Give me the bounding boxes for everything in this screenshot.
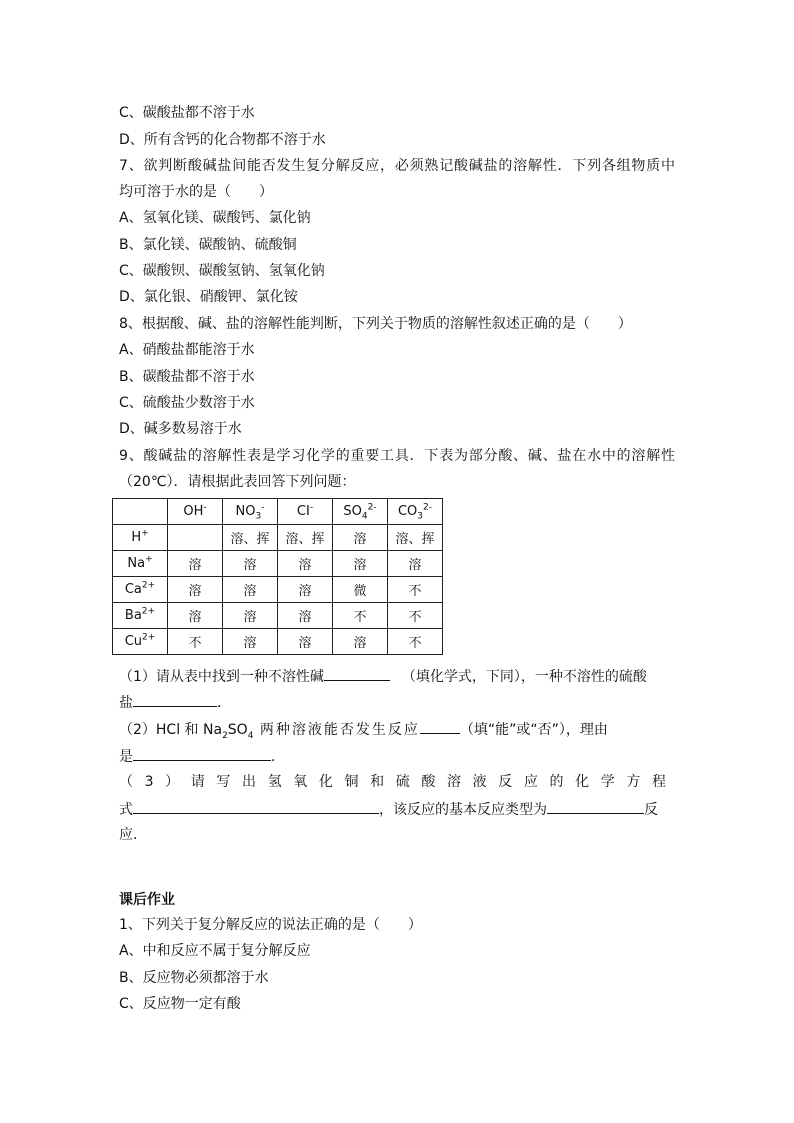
header-so4: $SO_4^{2-}$ [333, 499, 388, 525]
sub-question-2-text: （2）HCl 和 Na [119, 722, 223, 738]
table-cell: 溶 [333, 525, 388, 551]
table-cell: 溶 [223, 629, 278, 655]
sub-question-1-text: （1）请从表中找到一种不溶性碱 [119, 669, 324, 685]
table-cell: 溶 [223, 603, 278, 629]
homework-question-1: 1、下列关于复分解反应的说法正确的是（ ） [119, 917, 422, 933]
answer-blank-equation[interactable] [133, 799, 379, 814]
question-7-stem: 7、欲判断酸碱盐间能否发生复分解反应，必须熟记酸碱盐的溶解性．下列各组物质中 [119, 158, 675, 174]
sub-question-2-reason-label: 是 [119, 749, 133, 765]
sub-question-1-cont [119, 692, 231, 713]
table-cell: 溶 [168, 577, 223, 603]
table-row [113, 603, 443, 629]
sub-question-2 [119, 719, 608, 740]
subscript-2: 2 [222, 730, 228, 741]
subscript-4: 4 [247, 730, 254, 741]
table-cell: 溶 [388, 551, 443, 577]
homework-option-a: A、中和反应不属于复分解反应 [119, 943, 311, 959]
sub-question-2-period: ． [271, 749, 285, 765]
q7-option-b: B、氯化镁、碳酸钠、硫酸铜 [119, 237, 297, 253]
q7-option-c: C、碳酸钡、碳酸氢钠、氢氧化钠 [119, 263, 325, 279]
q8-option-a: A、硝酸盐都能溶于水 [119, 342, 255, 358]
sub-question-2-instruction: （填“能”或“否”），理由 [459, 722, 608, 738]
question-9-stem-cont: （20℃）．请根据此表回答下列问题： [119, 474, 356, 490]
q8-option-b: B、碳酸盐都不溶于水 [119, 369, 255, 385]
table-cell: 溶 [168, 551, 223, 577]
question-8-stem: 8、根据酸、碱、盐的溶解性能判断，下列关于物质的溶解性叙述正确的是（ ） [119, 316, 632, 332]
sub-question-1-salt-label: 盐 [119, 695, 133, 711]
table-cell: 溶、挥 [278, 525, 333, 551]
table-cell: 不 [388, 629, 443, 655]
table-row [113, 551, 443, 577]
row-header-cu: $Cu^{2+}$ [113, 629, 168, 655]
sub-question-3-type-label: ，该反应的基本反应类型为 [379, 802, 547, 818]
header-no3: $NO_3^-$ [223, 499, 278, 525]
table-cell: 不 [388, 603, 443, 629]
table-cell: 微 [333, 577, 388, 603]
q8-option-d: D、碱多数易溶于水 [119, 421, 242, 437]
sub-question-1-text-cont: （填化学式，下同），一种不溶性的硫酸 [401, 669, 647, 685]
sub-question-3-fan: 反 [644, 802, 658, 818]
homework-option-c: C、反应物一定有酸 [119, 996, 241, 1012]
sub-question-3-formula-label: 式 [119, 802, 133, 818]
homework-heading: 课后作业 [119, 892, 175, 908]
table-cell: 溶 [333, 629, 388, 655]
table-cell: 溶 [278, 551, 333, 577]
header-co3: $CO_3^{2-}$ [388, 499, 443, 525]
sub-question-1 [119, 666, 647, 687]
answer-blank-reaction-type[interactable] [547, 799, 644, 814]
question-9-stem: 9、酸碱盐的溶解性表是学习化学的重要工具．下表为部分酸、碱、盐在水中的溶解性 [119, 448, 675, 464]
header-oh: OH- [168, 499, 223, 525]
table-cell: 溶 [278, 577, 333, 603]
sulfate-so: SO [227, 722, 248, 738]
table-cell: 溶、挥 [388, 525, 443, 551]
table-cell: 不 [333, 603, 388, 629]
table-row [113, 525, 443, 551]
row-header-na: Na+ [113, 551, 168, 577]
question-7-stem-cont: 均可溶于水的是（ ） [119, 184, 273, 200]
table-cell: 溶 [223, 551, 278, 577]
answer-blank-reason[interactable] [133, 746, 271, 761]
table-cell: 溶 [223, 577, 278, 603]
q8-option-c: C、硫酸盐少数溶于水 [119, 395, 255, 411]
row-header-ba: $Ba^{2+}$ [113, 603, 168, 629]
table-cell: 不 [388, 577, 443, 603]
table-row [113, 629, 443, 655]
sub-question-2-text-cont: 两种溶液能否发生反应 [253, 722, 420, 738]
table-cell: 溶 [278, 603, 333, 629]
sub-question-1-period: ． [217, 695, 231, 711]
option-d-calcium: D、所有含钙的化合物都不溶于水 [119, 132, 326, 148]
sub-question-3-end: 应． [119, 827, 147, 843]
answer-blank-can-react[interactable] [420, 719, 460, 734]
table-cell: 不 [168, 629, 223, 655]
row-header-h: H+ [113, 525, 168, 551]
header-cl: CI- [278, 499, 333, 525]
table-cell [168, 525, 223, 551]
table-cell: 溶 [278, 629, 333, 655]
sub-question-3: （3）请写出氢氧化铜和硫酸溶液反应的化学方程 [119, 774, 675, 790]
sub-question-3-cont [119, 799, 658, 820]
table-header-row [113, 499, 443, 525]
sub-question-2-cont [119, 746, 285, 767]
answer-blank-insoluble-sulfate[interactable] [133, 692, 217, 707]
row-header-ca: $Ca^{2+}$ [113, 577, 168, 603]
table-cell: 溶、挥 [223, 525, 278, 551]
q7-option-d: D、氯化银、硝酸钾、氯化铵 [119, 289, 298, 305]
option-c-carbonate: C、碳酸盐都不溶于水 [119, 105, 255, 121]
table-corner-cell [113, 499, 168, 525]
table-cell: 溶 [168, 603, 223, 629]
answer-blank-insoluble-base[interactable] [324, 666, 390, 681]
solubility-table [112, 498, 443, 655]
q7-option-a: A、氢氧化镁、碳酸钙、氯化钠 [119, 210, 311, 226]
homework-option-b: B、反应物必须都溶于水 [119, 970, 269, 986]
table-row [113, 577, 443, 603]
table-cell: 溶 [333, 551, 388, 577]
